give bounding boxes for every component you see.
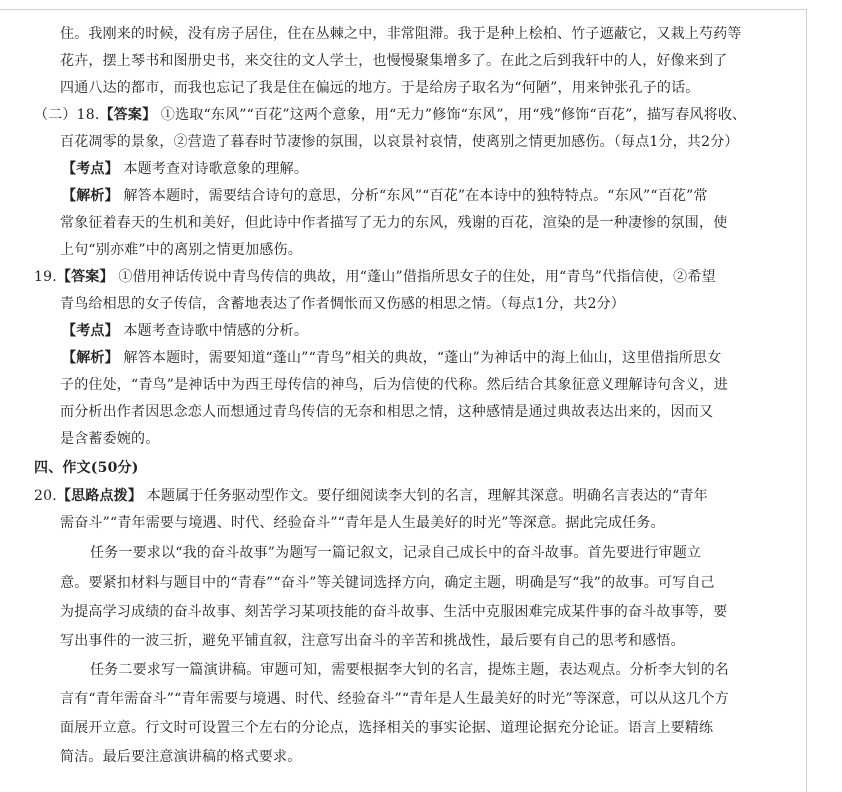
text-line: 上句“别亦难”中的离别之情更加感伤。	[60, 242, 302, 258]
text-line: 需奋斗”“青年需要与境遇、时代、经验奋斗”“青年是人生最美好的时光”等深意。据此完成任务。	[60, 515, 665, 531]
kaodian-19-line: 【考点】 本题考查诗歌中情感的分析。	[62, 323, 309, 339]
answer-20-line: 20.【思路点拨】 本题属于任务驱动型作文。要仔细阅读李大钊的名言，理解其深意。明确名言表达的“青年	[34, 488, 708, 504]
jiexi-19-line: 【解析】 解答本题时，需要知道“蓬山”“青鸟”相关的典故，“蓬山”为神话中的海上仙山，这里借指所思女	[62, 350, 722, 366]
text-line: 任务二要求写一篇演讲稿。审题可知，需要根据李大钊的名言，提炼主题，表达观点。分析李大钊的名	[90, 662, 729, 678]
text-line: 四通八达的都市，而我也忘记了我是住在偏远的地方。于是给房子取名为“何陋”，用来钟张孔子的话。	[60, 80, 700, 96]
text-line: 面展开立意。行文时可设置三个左右的分论点，选择相关的事实论据、道理论据充分论证。语言上要精练	[60, 720, 714, 736]
text-line: 意。要紧扣材料与题目中的“青春”“奋斗”等关键词选择方向，确定主题，明确是写“我”的故事。可写自己	[60, 575, 715, 591]
answer-tag: 【答案】	[56, 269, 114, 285]
section-heading: 四、作文(50分)	[34, 460, 139, 476]
jiexi-tag: 【解析】	[62, 350, 119, 366]
text-line: 言有“青年需奋斗”“青年需要与境遇、时代、经验奋斗”“青年是人生最美好的时光”等深意，可以从这几个方	[60, 691, 729, 707]
answer-18-line: （二）18.【答案】 ①选取“东风”“百花”这两个意象，用“无力”修饰“东风”，用“残”修饰“百花”，描写春风将收、	[34, 107, 747, 123]
jiexi-tag: 【解析】	[62, 188, 119, 204]
text-line: 住。我刚来的时候，没有房子居住，住在丛棘之中，非常阻滞。我于是种上桧柏、竹子遮蔽它，又栽上芍药等	[60, 26, 742, 42]
text-line: 常象征着春天的生机和美好，但此诗中作者描写了无力的东风，残谢的百花，渲染的是一种凄惨的氛围，使	[60, 215, 728, 231]
answer-19-line: 19.【答案】 ①借用神话传说中青鸟传信的典故，用“蓬山”借指所思女子的住处，用“青鸟”代指信使，②希望	[34, 269, 716, 285]
answer-tag: 【答案】	[99, 107, 157, 123]
text-line: 花卉，摆上琴书和图册史书，来交往的文人学士，也慢慢聚集增多了。在此之后到我轩中的人，好像来到了	[60, 53, 728, 69]
page-right-border	[806, 9, 807, 792]
text-line: 而分析出作者因思念恋人而想通过青鸟传信的无奈和相思之情，这种感情是通过典故表达出来的，因而又	[60, 404, 714, 420]
text-line: 为提高学习成绩的奋斗故事、刻苦学习某项技能的奋斗故事、生活中克服困难完成某件事的奋斗故事等，要	[60, 604, 728, 620]
kaodian-tag: 【考点】	[62, 161, 119, 177]
text-line: 写出事件的一波三折，避免平铺直叙，注意写出奋斗的辛苦和挑战性，最后要有自己的思考和感悟。	[60, 633, 685, 649]
silu-tag: 【思路点拨】	[56, 488, 143, 504]
kaodian-18-line: 【考点】 本题考查对诗歌意象的理解。	[62, 161, 309, 177]
kaodian-tag: 【考点】	[62, 323, 119, 339]
text-line: 任务一要求以“我的奋斗故事”为题写一篇记叙文，记录自己成长中的奋斗故事。首先要进行审题立	[90, 545, 702, 561]
text-line: 简洁。最后要注意演讲稿的格式要求。	[60, 749, 302, 765]
text-line: 是含蓄委婉的。	[60, 431, 160, 447]
jiexi-18-line: 【解析】 解答本题时，需要结合诗句的意思，分析“东风”“百花”在本诗中的独特特点。“东风”“百花”常	[62, 188, 708, 204]
page-top-border	[0, 9, 806, 10]
text-line: 子的住处，“青鸟”是神话中为西王母传信的神鸟，后为信使的代称。然后结合其象征意义理解诗句含义，进	[60, 377, 728, 393]
text-line: 青鸟给相思的女子传信，含蓄地表达了作者惆怅而又伤感的相思之情。（每点1分，共2分）	[60, 296, 626, 312]
text-line: 百花凋零的景象，②营造了暮春时节凄惨的氛围，以哀景衬哀情，使离别之情更加感伤。（每点1分，共2分）	[60, 134, 739, 150]
